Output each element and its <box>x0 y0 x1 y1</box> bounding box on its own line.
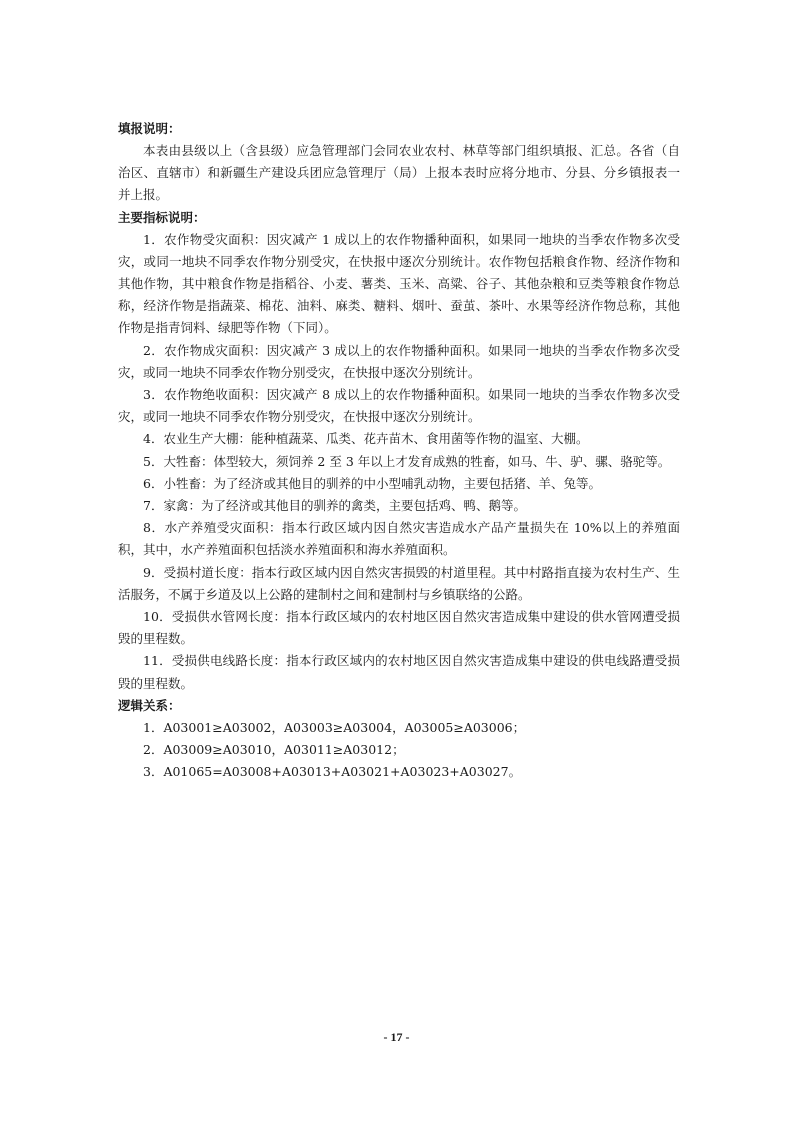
indicator-item: 8．水产养殖受灾面积：指本行政区域内因自然灾害造成水产品产量损失在 10%以上的养殖面积，其中，水产养殖面积包括淡水养殖面积和海水养殖面积。 <box>118 520 680 558</box>
indicator-item: 10．受损供水管网长度：指本行政区域内的农村地区因自然灾害造成集中建设的供水管网遭受损毁的里程数。 <box>118 609 680 647</box>
indicator-item: 1．农作物受灾面积：因灾减产 1 成以上的农作物播种面积，如果同一地块的当季农作物多次受灾，或同一地块不同季农作物分别受灾，在快报中逐次分别统计。农作物包括粮食作物、经济作物和其他作物，其中粮食作物是指稻谷、小麦、薯类、玉米、高粱、谷子、其他杂粮和豆类等粮食作物总称，经济作物是指蔬菜、棉花、油料、麻类、糖料、烟叶、蚕茧、茶叶、水果等经济作物总称，其他作物是指青饲料、绿肥等作物（下同）。 <box>118 231 680 336</box>
logic-item: 3．A01065=A03008+A03013+A03021+A03023+A03027。 <box>143 764 522 780</box>
fill-instructions-heading: 填报说明： <box>118 121 181 136</box>
fill-instructions-text: 本表由县级以上（含县级）应急管理部门会同农业农村、林草等部门组织填报、汇总。各省（自治区、直辖市）和新疆生产建设兵团应急管理厅（局）上报本表时应将分地市、分县、分乡镇报表一并上报。 <box>118 143 680 203</box>
indicator-item: 9．受损村道长度：指本行政区域内因自然灾害损毁的村道里程。其中村路指直接为农村生产、生活服务，不属于乡道及以上公路的建制村之间和建制村与乡镇联络的公路。 <box>118 564 680 602</box>
indicator-item: 6．小牲畜：为了经济或其他目的驯养的中小型哺乳动物，主要包括猪、羊、兔等。 <box>143 475 601 491</box>
indicator-item: 4．农业生产大棚：能种植蔬菜、瓜类、花卉苗木、食用菌等作物的温室、大棚。 <box>143 431 589 447</box>
logic-item: 1．A03001≥A03002，A03003≥A03004，A03005≥A03006； <box>143 719 526 735</box>
logic-item: 2．A03009≥A03010，A03011≥A03012； <box>143 742 405 758</box>
page-content <box>118 118 680 783</box>
indicators-heading: 主要指标说明： <box>118 209 206 225</box>
indicator-item: 2．农作物成灾面积：因灾减产 3 成以上的农作物播种面积。如果同一地块的当季农作物多次受灾，或同一地块不同季农作物分别受灾，在快报中逐次分别统计。 <box>118 342 680 380</box>
indicator-item: 11．受损供电线路长度：指本行政区域内的农村地区因自然灾害造成集中建设的供电线路遭受损毁的里程数。 <box>118 653 680 691</box>
indicator-item: 3．农作物绝收面积：因灾减产 8 成以上的农作物播种面积。如果同一地块的当季农作物多次受灾，或同一地块不同季农作物分别受灾，在快报中逐次分别统计。 <box>118 387 680 425</box>
page-number: - 17 - <box>383 1030 410 1044</box>
indicator-item: 7．家禽：为了经济或其他目的驯养的禽类，主要包括鸡、鸭、鹅等。 <box>143 498 526 514</box>
logic-heading: 逻辑关系： <box>118 697 181 713</box>
indicator-item: 5．大牲畜：体型较大，须饲养 2 至 3 年以上才发育成熟的牲畜，如马、牛、驴、骡、骆驼等。 <box>143 453 671 469</box>
